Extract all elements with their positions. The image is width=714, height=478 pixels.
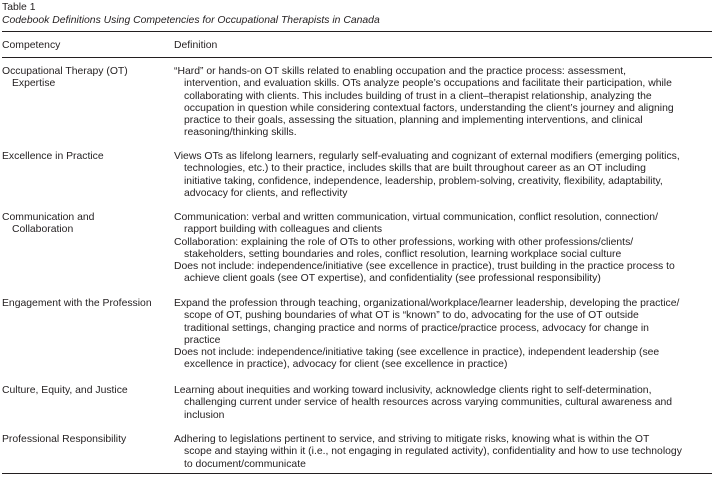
header-rule — [2, 57, 712, 58]
top-rule — [2, 31, 712, 32]
definition-paragraph — [174, 385, 712, 422]
definition-cell — [174, 434, 712, 471]
definition-paragraph — [174, 347, 712, 372]
competency-cell — [2, 212, 170, 237]
competency-text: Occupational Therapy (OT) — [2, 66, 128, 77]
definition-text: reasoning/thinking skills. — [184, 127, 297, 139]
definition-text: scope of OT, pushing boundaries of what OT is “known” to do, advocating for the use of OT outside — [184, 310, 639, 322]
definition-text: Communication: verbal and written communication, virtual communication, conflict resolution, connection/ — [174, 212, 658, 223]
definition-cell — [174, 212, 712, 286]
definition-text: rapport building with colleagues and clients — [184, 224, 383, 236]
definition-text: Views OTs as lifelong learners, regularly self-evaluating and cognizant of external modifiers (emerging politics, — [174, 151, 680, 162]
definition-paragraph — [174, 237, 712, 262]
definition-text: challenging current under service of health resources across varying communities, cultural awareness and — [184, 397, 673, 409]
competency-text: Excellence in Practice — [2, 151, 104, 162]
definition-cell — [174, 298, 712, 372]
definition-text: “Hard” or hands-on OT skills related to enabling occupation and the practice process: assessment, — [174, 66, 627, 77]
definition-cell — [174, 151, 712, 200]
definition-text: Expand the profession through teaching, organizational/workplace/learner leadership, developing the practice/ — [174, 298, 680, 309]
competency-text: Collaboration — [12, 224, 74, 236]
competency-cell — [2, 385, 170, 397]
definition-text: Does not include: independence/initiative (see excellence in practice), trust building in the practice process to — [174, 261, 675, 273]
definition-text: practice to their goals, assessing the situation, planning and implementing interventions, and clinical — [184, 115, 643, 127]
definition-text: to document/communicate — [184, 458, 306, 470]
competency-text: Communication and — [2, 212, 95, 223]
definition-paragraph — [174, 434, 712, 471]
definition-text: inclusion — [184, 409, 225, 421]
header-competency: Competency — [2, 40, 61, 51]
definition-paragraph — [174, 66, 712, 140]
definition-text: occupation in question while considering contextual factors, understanding the client’s journey and aligning — [184, 102, 674, 114]
bottom-rule — [2, 473, 712, 474]
competency-cell — [2, 66, 170, 91]
competency-cell — [2, 151, 170, 163]
definition-text: collaborating with clients. This includes building of trust in a client–therapist relationship, analyzing the — [184, 90, 652, 102]
definition-paragraph — [174, 151, 712, 200]
competency-cell — [2, 298, 170, 310]
definition-text: technologies, etc.) to their practice, includes skills that are built throughout career as an OT including — [184, 163, 646, 175]
definition-text: practice — [184, 334, 221, 346]
definition-text: intervention, and evaluation skills. OTs analyze people’s occupations and facilitate their participation, while — [184, 78, 672, 90]
definition-paragraph — [174, 212, 712, 237]
definition-text: Does not include: independence/initiative taking (see excellence in practice), independent leadership (see — [174, 347, 660, 359]
definition-text: traditional settings, changing practice and norms of practice/practice process, advocacy for change in — [184, 322, 649, 334]
definition-cell — [174, 385, 712, 422]
definition-text: scope and staying within it (i.e., not engaging in regulated activity), confidentiality and how to use technology — [184, 446, 682, 458]
table-label: Table 1 — [2, 2, 36, 13]
definition-cell — [174, 66, 712, 140]
competency-text: Professional Responsibility — [2, 434, 127, 445]
definition-text: Learning about inequities and working toward inclusivity, acknowledge clients right to self-determination, — [174, 385, 652, 396]
competency-text: Culture, Equity, and Justice — [2, 385, 128, 396]
definition-text: Adhering to legislations pertinent to service, and striving to mitigate risks, knowing what is within the OT — [174, 434, 650, 445]
competency-text: Expertise — [12, 78, 56, 90]
competency-text: Engagement with the Profession — [2, 298, 152, 309]
definition-text: achieve client goals (see OT expertise), and confidentiality (see professional responsibility) — [184, 273, 601, 285]
definition-text: excellence in practice), advocacy for client (see excellence in practice) — [184, 359, 508, 371]
definition-paragraph — [174, 261, 712, 286]
definition-text: stakeholders, setting boundaries and roles, conflict resolution, learning workplace social culture — [184, 248, 622, 260]
definition-text: initiative taking, confidence, independence, leadership, problem-solving, creativity, flexibility, adaptability, — [184, 175, 663, 187]
competency-cell — [2, 434, 170, 446]
definition-text: Collaboration: explaining the role of OTs to other professions, working with other professions/clients/ — [174, 236, 634, 248]
header-definition: Definition — [174, 40, 218, 51]
table-caption: Codebook Definitions Using Competencies for Occupational Therapists in Canada — [2, 15, 380, 26]
definition-paragraph — [174, 298, 712, 347]
definition-text: advocacy for clients, and reflectivity — [184, 187, 348, 199]
